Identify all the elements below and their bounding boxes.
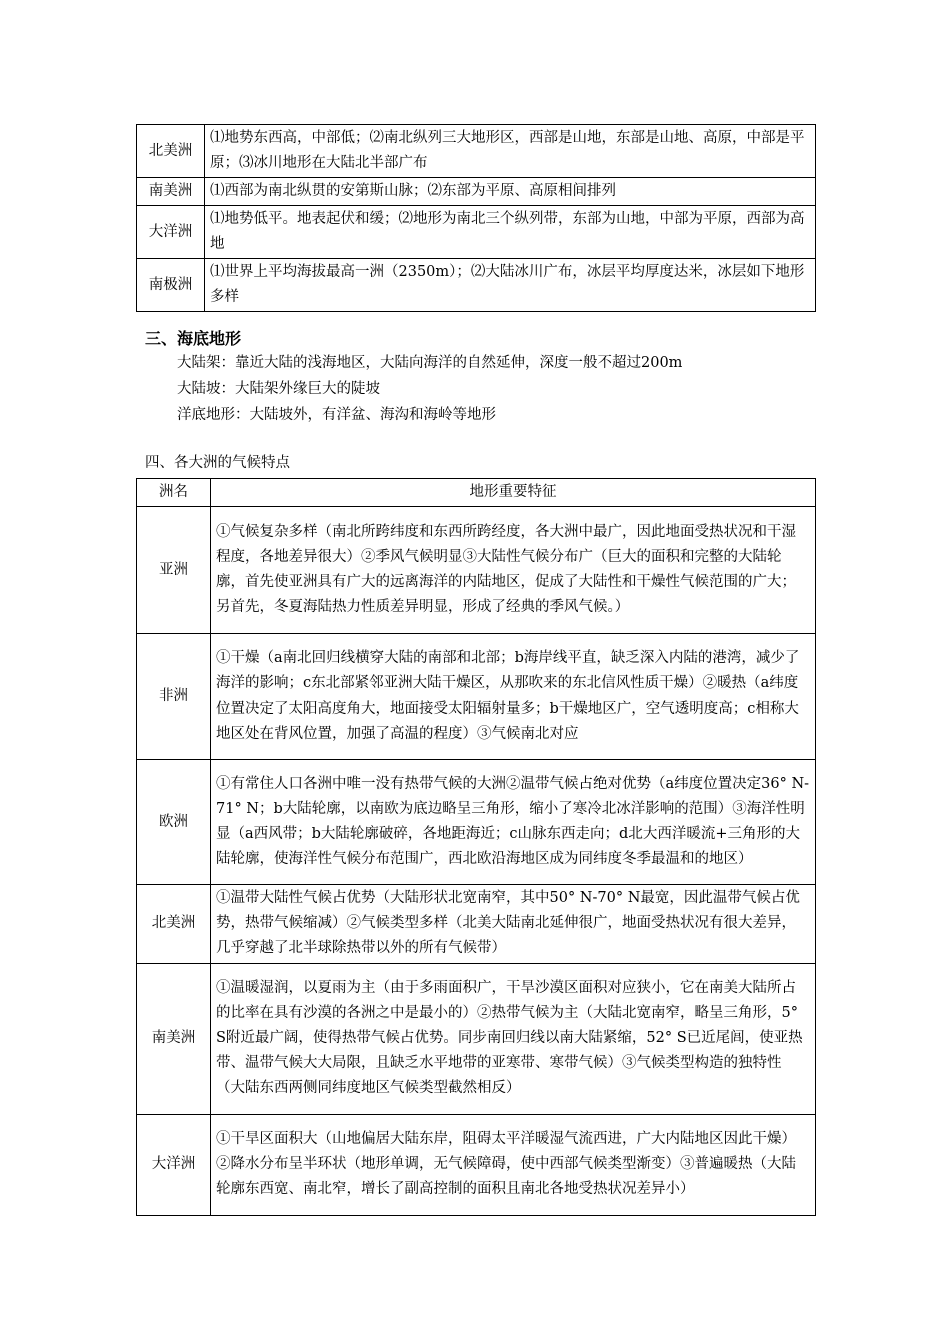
table-row — [137, 125, 816, 178]
continent-cell: 非洲 — [137, 634, 211, 760]
table-row — [137, 178, 816, 206]
continent-cell: 南美洲 — [137, 963, 211, 1114]
climate-cell: ①干旱区面积大（山地偏居大陆东岸，阻碍太平洋暖湿气流西进，广大内陆地区因此干燥）②降水分布呈半环状（地形单调，无气候障碍，使中西部气候类型渐变）③普遍暖热（大陆轮廓东西宽、南北窄，增长了副高控制的面积且南北各地受热状况差异小） — [211, 1114, 816, 1215]
landform-cell: ⑴西部为南北纵贯的安第斯山脉；⑵东部为平原、高原相间排列 — [205, 178, 816, 206]
continent-cell: 欧洲 — [137, 760, 211, 885]
continent-cell: 亚洲 — [137, 507, 211, 634]
continent-cell: 南极洲 — [137, 259, 205, 312]
paragraph-continental-shelf: 大陆架：靠近大陆的浅海地区，大陆向海洋的自然延伸，深度一般不超过200m — [177, 355, 683, 371]
table-row — [137, 634, 816, 760]
section-heading-seabed: 三、海底地形 — [145, 329, 242, 348]
climate-cell: ①气候复杂多样（南北所跨纬度和东西所跨经度，各大洲中最广，因此地面受热状况和干湿程度，各地差异很大）②季风气候明显③大陆性气候分布广（巨大的面积和完整的大陆轮廓，首先使亚洲具有广大的远离海洋的内陆地区，促成了大陆性和干燥性气候范围的广大；另首先，冬夏海陆热力性质差异明显，形成了经典的季风气候。） — [211, 507, 816, 634]
table-row — [137, 963, 816, 1114]
continent-cell: 南美洲 — [137, 178, 205, 206]
climate-cell: ①干燥（a南北回归线横穿大陆的南部和北部；b海岸线平直，缺乏深入内陆的港湾，减少了海洋的影响；c东北部紧邻亚洲大陆干燥区，从那吹来的东北信风性质干燥）②暖热（a纬度位置决定了太阳高度角大，地面接受太阳辐射量多；b干燥地区广，空气透明度高；c相称大地区处在背风位置，加强了高温的程度）③气候南北对应 — [211, 634, 816, 760]
continent-cell: 北美洲 — [137, 885, 211, 964]
table-row — [137, 1114, 816, 1215]
table-row — [137, 507, 816, 634]
header-continent: 洲名 — [137, 479, 211, 507]
paragraph-continental-slope: 大陆坡：大陆架外缘巨大的陡坡 — [177, 381, 380, 397]
continent-cell: 大洋洲 — [137, 206, 205, 259]
section-caption-climate: 四、各大洲的气候特点 — [145, 455, 290, 471]
table-row — [137, 206, 816, 259]
climate-table — [136, 478, 816, 1216]
landform-cell: ⑴世界上平均海拔最高一洲（2350m）；⑵大陆冰川广布，冰层平均厚度达米，冰层如下地形多样 — [205, 259, 816, 312]
paragraph-ocean-floor: 洋底地形：大陆坡外，有洋盆、海沟和海岭等地形 — [177, 407, 496, 423]
landform-cell: ⑴地势东西高，中部低；⑵南北纵列三大地形区，西部是山地，东部是山地、高原，中部是平原；⑶冰川地形在大陆北半部广布 — [205, 125, 816, 178]
continent-cell: 北美洲 — [137, 125, 205, 178]
climate-cell: ①温带大陆性气候占优势（大陆形状北宽南窄，其中50° N-70° N最宽，因此温带气候占优势，热带气候缩减）②气候类型多样（北美大陆南北延伸很广，地面受热状况有很大差异，几乎穿越了北半球除热带以外的所有气候带） — [211, 885, 816, 964]
header-features: 地形重要特征 — [211, 479, 816, 507]
landform-cell: ⑴地势低平。地表起伏和缓；⑵地形为南北三个纵列带，东部为山地，中部为平原，西部为高地 — [205, 206, 816, 259]
table-row — [137, 760, 816, 885]
landform-table — [136, 124, 816, 312]
climate-cell: ①温暖湿润，以夏雨为主（由于多雨面积广，干旱沙漠区面积对应狭小，它在南美大陆所占的比率在具有沙漠的各洲之中是最小的）②热带气候为主（大陆北宽南窄，略呈三角形，5° S附近最广阔，使得热带气候占优势。同步南回归线以南大陆紧缩，52° S已近尾闾，使亚热带、温带气候大大局限，且缺乏水平地带的亚寒带、寒带气候）③气候类型构造的独特性（大陆东西两侧同纬度地区气候类型截然相反） — [211, 963, 816, 1114]
table-header-row — [137, 479, 816, 507]
table-row — [137, 259, 816, 312]
climate-cell: ①有常住人口各洲中唯一没有热带气候的大洲②温带气候占绝对优势（a纬度位置决定36° N-71° N；b大陆轮廓，以南欧为底边略呈三角形，缩小了寒冷北冰洋影响的范围）③海洋性明显（a西风带；b大陆轮廓破碎，各地距海近；c山脉东西走向；d北大西洋暖流+三角形的大陆轮廓，使海洋性气候分布范围广，西北欧沿海地区成为同纬度冬季最温和的地区） — [211, 760, 816, 885]
continent-cell: 大洋洲 — [137, 1114, 211, 1215]
table-row — [137, 885, 816, 964]
